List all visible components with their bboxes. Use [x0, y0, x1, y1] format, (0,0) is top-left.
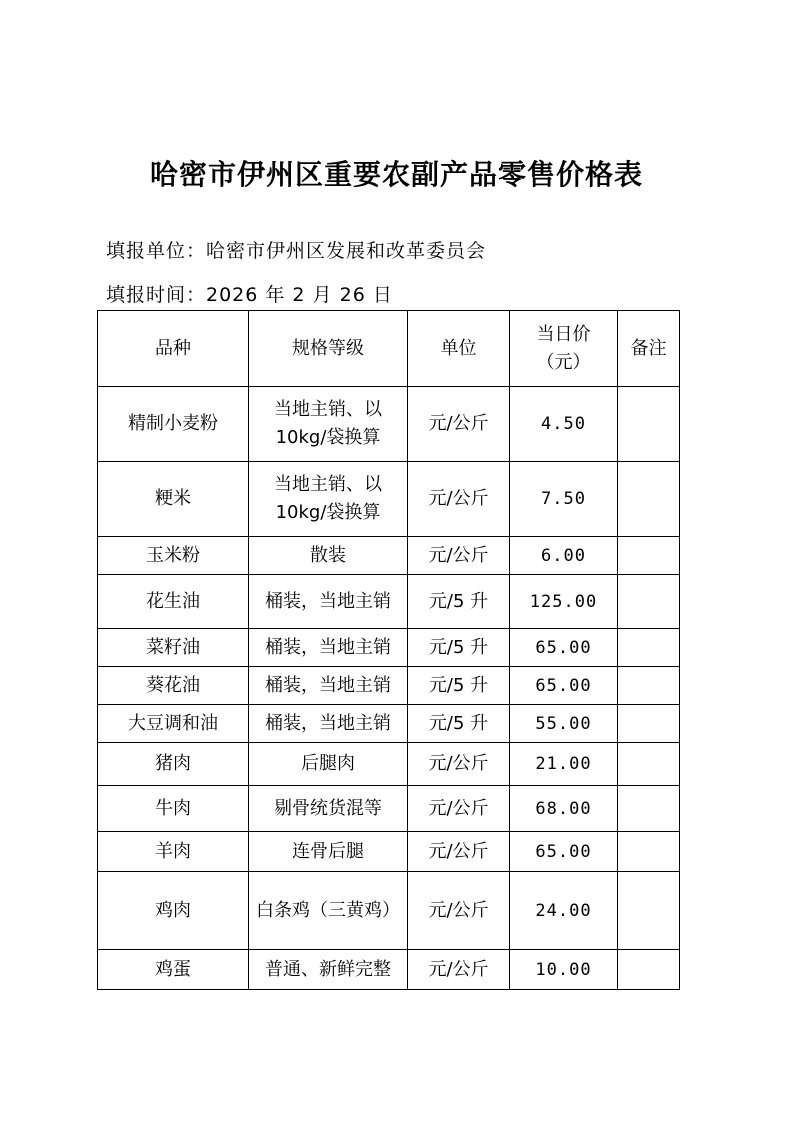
report-unit: 填报单位：哈密市伊州区发展和改革委员会	[106, 240, 487, 262]
table-row	[98, 629, 680, 667]
cell-remark	[618, 950, 680, 990]
cell-unit: 元/5 升	[408, 705, 510, 743]
cell-price: 6.00	[510, 537, 618, 575]
cell-remark	[618, 872, 680, 950]
cell-spec: 普通、新鲜完整	[249, 950, 408, 990]
cell-spec: 当地主销、以10kg/袋换算	[249, 462, 408, 537]
cell-variety: 花生油	[98, 575, 249, 629]
cell-variety: 羊肉	[98, 832, 249, 872]
table-row	[98, 667, 680, 705]
cell-remark	[618, 387, 680, 462]
cell-spec: 剔骨统货混等	[249, 786, 408, 832]
table-row	[98, 786, 680, 832]
cell-spec: 桶装，当地主销	[249, 667, 408, 705]
cell-price: 21.00	[510, 743, 618, 786]
header-price-line1: 当日价	[536, 323, 591, 345]
cell-variety: 鸡蛋	[98, 950, 249, 990]
cell-remark	[618, 629, 680, 667]
table-row	[98, 387, 680, 462]
cell-spec: 桶装，当地主销	[249, 705, 408, 743]
cell-price: 68.00	[510, 786, 618, 832]
cell-remark	[618, 832, 680, 872]
cell-unit: 元/公斤	[408, 387, 510, 462]
cell-remark	[618, 462, 680, 537]
price-table	[97, 310, 680, 990]
cell-price: 65.00	[510, 832, 618, 872]
cell-unit: 元/5 升	[408, 575, 510, 629]
cell-variety: 粳米	[98, 462, 249, 537]
table-row	[98, 832, 680, 872]
cell-variety: 鸡肉	[98, 872, 249, 950]
cell-unit: 元/公斤	[408, 537, 510, 575]
cell-variety: 精制小麦粉	[98, 387, 249, 462]
page-title: 哈密市伊州区重要农副产品零售价格表	[149, 158, 643, 191]
table-row	[98, 462, 680, 537]
header-unit: 单位	[408, 311, 510, 387]
cell-unit: 元/公斤	[408, 832, 510, 872]
table-row	[98, 575, 680, 629]
cell-price: 125.00	[510, 575, 618, 629]
cell-unit: 元/公斤	[408, 462, 510, 537]
table-row	[98, 872, 680, 950]
table-row	[98, 537, 680, 575]
cell-variety: 猪肉	[98, 743, 249, 786]
cell-remark	[618, 537, 680, 575]
cell-unit: 元/公斤	[408, 950, 510, 990]
cell-price: 7.50	[510, 462, 618, 537]
cell-remark	[618, 786, 680, 832]
cell-price: 65.00	[510, 629, 618, 667]
cell-spec: 白条鸡（三黄鸡）	[249, 872, 408, 950]
table-row	[98, 743, 680, 786]
cell-unit: 元/5 升	[408, 629, 510, 667]
cell-remark	[618, 705, 680, 743]
cell-spec: 后腿肉	[249, 743, 408, 786]
cell-variety: 大豆调和油	[98, 705, 249, 743]
cell-unit: 元/公斤	[408, 786, 510, 832]
header-price-line2: （元）	[536, 351, 591, 373]
cell-variety: 玉米粉	[98, 537, 249, 575]
cell-spec: 桶装，当地主销	[249, 575, 408, 629]
cell-remark	[618, 743, 680, 786]
table-row	[98, 950, 680, 990]
header-spec: 规格等级	[249, 311, 408, 387]
header-variety: 品种	[98, 311, 249, 387]
header-price	[510, 311, 618, 387]
report-date: 填报时间：2026 年 2 月 26 日	[106, 284, 393, 306]
table-header-row	[98, 311, 680, 387]
cell-spec: 桶装，当地主销	[249, 629, 408, 667]
header-remark: 备注	[618, 311, 680, 387]
cell-price: 10.00	[510, 950, 618, 990]
cell-variety: 葵花油	[98, 667, 249, 705]
table-row	[98, 705, 680, 743]
cell-spec: 当地主销、以10kg/袋换算	[249, 387, 408, 462]
cell-variety: 菜籽油	[98, 629, 249, 667]
cell-remark	[618, 575, 680, 629]
cell-unit: 元/公斤	[408, 872, 510, 950]
cell-price: 55.00	[510, 705, 618, 743]
cell-price: 65.00	[510, 667, 618, 705]
cell-unit: 元/公斤	[408, 743, 510, 786]
cell-spec: 散装	[249, 537, 408, 575]
cell-price: 24.00	[510, 872, 618, 950]
cell-remark	[618, 667, 680, 705]
cell-variety: 牛肉	[98, 786, 249, 832]
cell-price: 4.50	[510, 387, 618, 462]
cell-spec: 连骨后腿	[249, 832, 408, 872]
cell-unit: 元/5 升	[408, 667, 510, 705]
